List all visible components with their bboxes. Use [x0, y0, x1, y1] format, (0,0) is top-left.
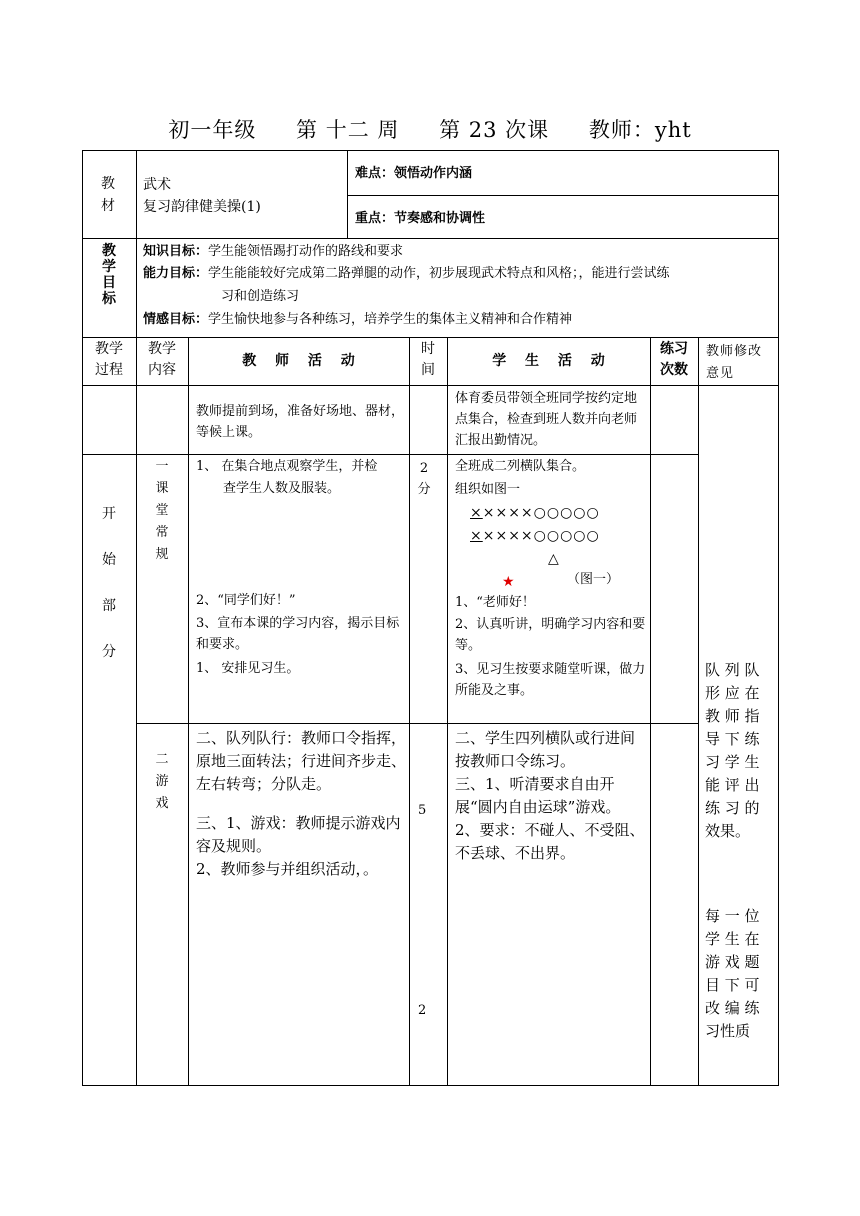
formation-row-1-rest: ××××○○○○○: [482, 505, 600, 521]
header-process: 教学 过程: [95, 341, 123, 378]
formation-row-1: [470, 502, 600, 524]
knowledge-objective-text: 学生能领悟踢打动作的路线和要求: [208, 244, 404, 259]
game-student-3: 2、要求：不碰人、不受阻、不丢球、不出界。: [455, 821, 645, 862]
game-student-1: 二、学生四列横队或行进间按教师口令练习。: [455, 729, 636, 770]
header-revision: 教师修改 意见: [706, 344, 763, 381]
routine-teacher-3: 3、宣布本课的学习内容，揭示目标和要求。: [196, 616, 400, 652]
objectives-label: 教 学 目 标: [102, 243, 116, 307]
figure-label: （图一）: [567, 572, 620, 587]
difficulty-point: 难点：领悟动作内涵: [355, 166, 473, 181]
material-label: 教 材: [101, 176, 117, 214]
routine-content: 一 课 堂 常 规: [155, 459, 169, 562]
key-point: 重点：节奏感和协调性: [355, 211, 486, 226]
game-teacher-3: 2、教师参与并组织活动，。: [196, 860, 379, 878]
formation-row-1-first: ×: [470, 505, 483, 521]
game-teacher-1: 二、队列队行：教师口令指挥，原地三面转法；行进间齐步走、左右转弯；分队走。: [196, 729, 407, 793]
section-opening-label: 开 始 部 分: [102, 506, 116, 660]
routine-teacher-1: 1、 在集合地点观察学生，并检: [196, 459, 378, 474]
pre-student-activity: 体育委员带领全班同学按约定地点集合，检查到班人数并向老师汇报出勤情况。: [455, 391, 638, 448]
ability-objective: [143, 263, 670, 284]
material-line-1: 武术: [143, 177, 171, 193]
revision-note-2: 每 一 位 学 生 在 游 戏 题 目 下 可 改 编 练 习性质: [705, 907, 760, 1040]
header-content: 教学 内容: [148, 341, 176, 378]
knowledge-objective-label: 知识目标：: [143, 244, 209, 259]
routine-teacher-2: 2、“同学们好！”: [196, 593, 296, 608]
pre-teacher-activity: 教师提前到场，准备好场地、器材，等候上课。: [196, 404, 405, 440]
knowledge-objective: [143, 241, 403, 262]
material-line-2: 复习韵律健美操(1): [143, 199, 261, 215]
emotion-objective-text: 学生愉快地参与各种练习，培养学生的集体主义精神和合作精神: [208, 312, 573, 327]
ability-objective-cont: 习和创造练习: [221, 289, 300, 304]
ability-objective-label: 能力目标：: [143, 266, 209, 281]
header-student-activity: 学 生 活 动: [492, 353, 605, 369]
week-label: 第 十二 周: [296, 118, 400, 142]
header-practice-count: 练习 次数: [660, 341, 688, 378]
teacher-triangle-icon: △: [548, 551, 560, 567]
game-teacher-2: 三、1、游戏：教师提示游戏内容及规则。: [196, 814, 401, 855]
lesson-label: 第 23 次课: [439, 118, 550, 142]
formation-row-2-rest: ××××○○○○○: [482, 528, 600, 544]
page-title: [0, 114, 860, 144]
game-time-1: 5: [418, 803, 427, 818]
routine-student-1: 全班成二列横队集合。: [455, 459, 586, 474]
emotion-objective-label: 情感目标：: [143, 312, 209, 327]
routine-student-4: 2、认真听讲，明确学习内容和要等。: [455, 617, 646, 653]
game-content: 二 游 戏: [155, 752, 169, 811]
emotion-objective: [143, 309, 572, 330]
header-teacher-activity: 教 师 活 动: [242, 353, 355, 369]
formation-row-2: [470, 525, 600, 547]
ability-objective-text: 学生能能较好完成第二路弹腿的动作，初步展现武术特点和风格；，能进行尝试练: [208, 266, 670, 281]
grade-label: 初一年级: [168, 118, 257, 142]
routine-student-5: 3、见习生按要求随堂听课，做力所能及之事。: [455, 662, 646, 698]
star-icon: ★: [502, 574, 516, 590]
game-student-2: 三、1、听清要求自由开展“圆内自由运球”游戏。: [455, 775, 621, 816]
routine-time: 2 分: [417, 461, 431, 497]
routine-student-3: 1、“老师好！: [455, 595, 535, 610]
routine-student-2: 组织如图一: [455, 482, 521, 497]
header-time: 时 间: [421, 341, 435, 378]
game-time-2: 2: [418, 1003, 427, 1018]
revision-note-1: 队 列 队 形 应 在 教 师 指 导 下 练 习 学 生 能 评 出 练 习 的 效果。: [705, 661, 760, 840]
teacher-label: 教师：yht: [588, 118, 692, 142]
routine-teacher-4: 1、 安排见习生。: [196, 661, 300, 676]
formation-row-2-first: ×: [470, 528, 483, 544]
routine-teacher-1b: 查学生人数及服装。: [223, 481, 341, 496]
